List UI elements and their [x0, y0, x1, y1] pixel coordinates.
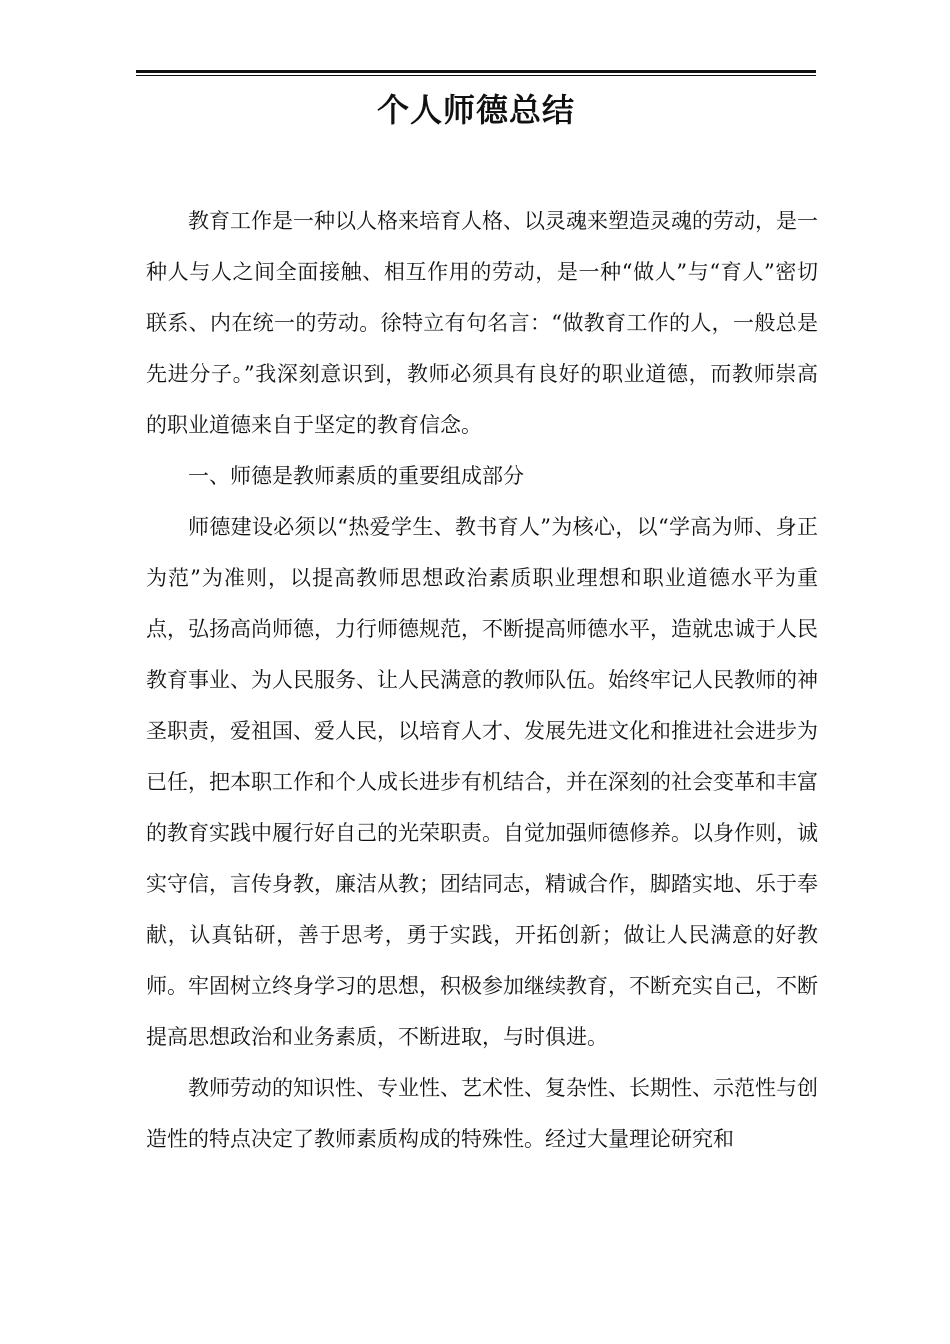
header-rule-thin: [136, 75, 816, 76]
header-double-rule: [136, 70, 816, 77]
section-heading-1: 一、师德是教师素质的重要组成部分: [188, 464, 524, 488]
document-body: [146, 196, 818, 1165]
document-title: 个人师德总结: [376, 91, 575, 129]
paragraph-teacher-labor: 教师劳动的知识性、专业性、艺术性、复杂性、长期性、示范性与创造性的特点决定了教师素质构成的特殊性。经过大量理论研究和: [146, 1076, 818, 1151]
header-rule-thick: [136, 70, 816, 73]
paragraph-intro: 教育工作是一种以人格来培育人格、以灵魂来塑造灵魂的劳动，是一种人与人之间全面接触、相互作用的劳动，是一种“做人”与“育人”密切联系、内在统一的劳动。徐特立有句名言：“做教育工作的人，一般总是先进分子。”我深刻意识到，教师必须具有良好的职业道德，而教师崇高的职业道德来自于坚定的教育信念。: [146, 209, 818, 437]
paragraph-teacher-ethics: 师德建设必须以“热爱学生、教书育人”为核心，以“学高为师、身正为范”为准则，以提高教师思想政治素质职业理想和职业道德水平为重点，弘扬高尚师德，力行师德规范，不断提高师德水平，造就忠诚于人民教育事业、为人民服务、让人民满意的教师队伍。始终牢记人民教师的神圣职责，爱祖国、爱人民，以培育人才、发展先进文化和推进社会进步为已任，把本职工作和个人成长进步有机结合，并在深刻的社会变革和丰富的教育实践中履行好自己的光荣职责。自觉加强师德修养。以身作则，诚实守信，言传身教，廉洁从教；团结同志，精诚合作，脚踏实地、乐于奉献，认真钻研，善于思考，勇于实践，开拓创新；做让人民满意的好教师。牢固树立终身学习的思想，积极参加继续教育，不断充实自己，不断提高思想政治和业务素质，不断进取，与时俱进。: [146, 515, 818, 1049]
